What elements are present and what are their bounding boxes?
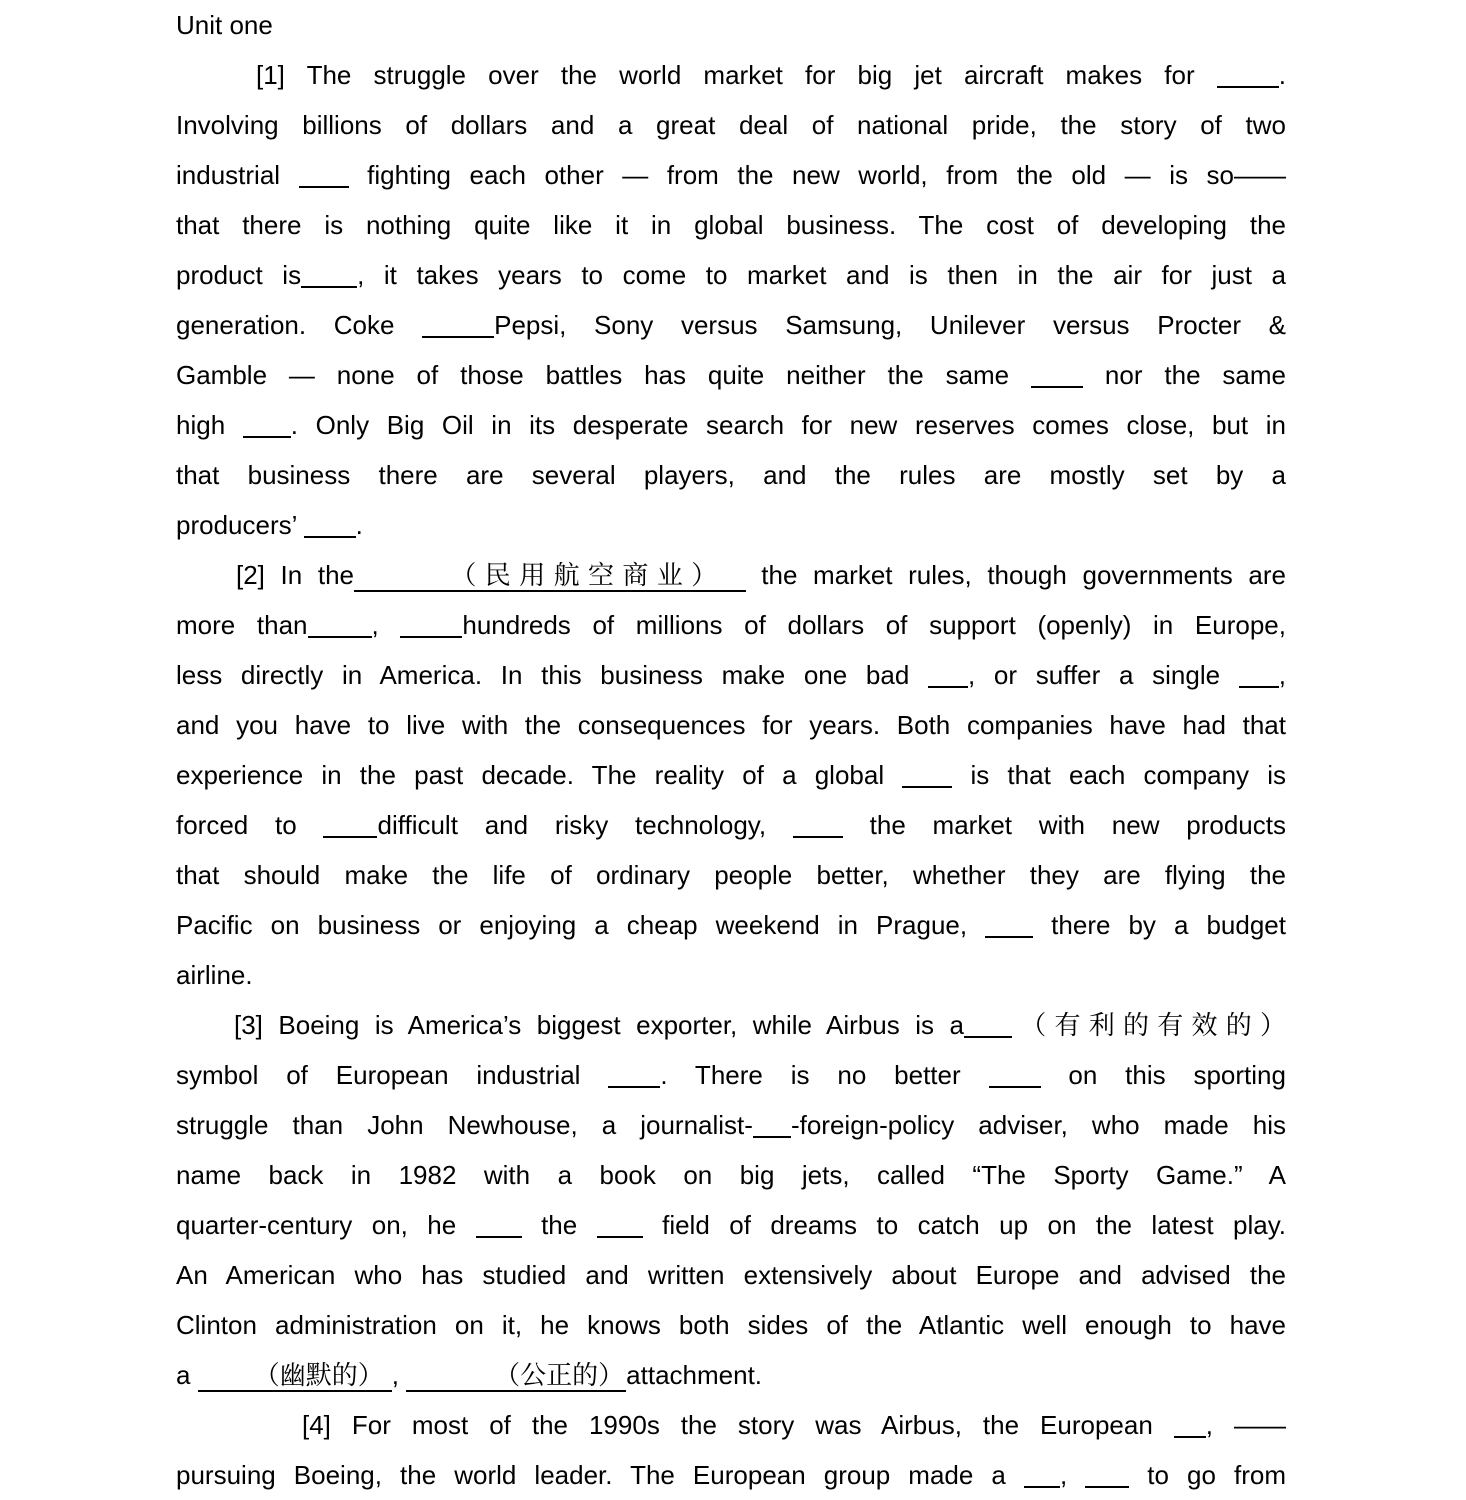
text-line xyxy=(176,850,1286,900)
fill-blank xyxy=(299,186,349,188)
text-line xyxy=(176,600,1286,650)
fill-blank xyxy=(902,786,952,788)
text-run: field of dreams to catch up on the latest play. xyxy=(642,1210,1286,1240)
text-run: （有利的有效的） xyxy=(1011,1010,1286,1040)
text-line xyxy=(176,150,1286,200)
fill-blank xyxy=(1031,386,1083,388)
fill-blank xyxy=(301,286,357,288)
text-run: , xyxy=(371,610,401,640)
text-run: to go from xyxy=(1129,1460,1287,1490)
paragraph-1 xyxy=(176,50,1286,550)
text-run: attachment. xyxy=(626,1360,763,1390)
text-line xyxy=(176,950,1286,1000)
fill-blank xyxy=(243,436,291,438)
text-run: Gamble — none of those battles has quite neither the same xyxy=(176,360,1032,390)
text-run: , —— xyxy=(1205,1410,1287,1440)
text-run: . xyxy=(355,510,363,540)
text-line xyxy=(176,750,1286,800)
fill-blank xyxy=(308,636,372,638)
text-line xyxy=(176,800,1286,850)
text-run: on this sporting xyxy=(1040,1060,1286,1090)
text-run: fighting each other — from the new world, from the old — is so—— xyxy=(348,160,1286,190)
text-line xyxy=(176,550,1286,600)
text-line xyxy=(176,650,1286,700)
text-run: the xyxy=(521,1210,597,1240)
text-run: . Only Big Oil in its desperate search for new reserves comes close, but in xyxy=(290,410,1286,440)
fill-blank xyxy=(1085,1486,1129,1488)
fill-blank xyxy=(323,836,377,838)
text-line xyxy=(176,50,1286,100)
text-line xyxy=(176,1200,1286,1250)
text-run: difficult and risky technology, xyxy=(377,810,793,840)
fill-blank xyxy=(1217,86,1279,88)
text-run: . xyxy=(1278,60,1286,90)
text-run: -foreign-policy adviser, who made his xyxy=(790,1110,1286,1140)
fill-blank xyxy=(928,686,968,688)
fill-blank xyxy=(1024,1486,1060,1488)
text-run: Involving billions of dollars and a great deal of national pride, the story of two xyxy=(176,110,1286,140)
text-run: pursuing Boeing, the world leader. The European group made a xyxy=(176,1460,1024,1490)
fill-blank xyxy=(476,1236,522,1238)
text-run: symbol of European industrial xyxy=(176,1060,609,1090)
text-run: hundreds of millions of dollars of support (openly) in Europe, xyxy=(462,610,1286,640)
text-run: An American who has studied and written extensively about Europe and advised the xyxy=(176,1260,1286,1290)
text-run: the market with new products xyxy=(842,810,1286,840)
text-run: industrial xyxy=(176,160,299,190)
text-run: quarter-century on, he xyxy=(176,1210,476,1240)
text-line xyxy=(176,1250,1286,1300)
fill-blank xyxy=(989,1086,1041,1088)
text-run: , or suffer a single xyxy=(968,660,1239,690)
fill-blank-hint: （民用航空商业） xyxy=(354,560,746,592)
text-run: forced to xyxy=(176,810,324,840)
text-run: is that each company is xyxy=(952,760,1287,790)
fill-blank xyxy=(1174,1436,1206,1438)
fill-blank xyxy=(400,636,462,638)
text-line xyxy=(176,1050,1286,1100)
text-run: that there is nothing quite like it in global business. The cost of developing the xyxy=(176,210,1286,240)
text-run: [2] In the xyxy=(236,560,354,590)
text-line xyxy=(176,900,1286,950)
paragraph-2 xyxy=(176,550,1286,1000)
text-run: [3] Boeing is America’s biggest exporter, while Airbus is a xyxy=(234,1010,964,1040)
text-run: , xyxy=(391,1360,407,1390)
text-line xyxy=(176,1450,1286,1500)
fill-blank xyxy=(422,336,494,338)
text-run: the market rules, though governments are xyxy=(745,560,1286,590)
fill-blank xyxy=(597,1236,643,1238)
fill-blank xyxy=(304,536,356,538)
text-run: , xyxy=(1059,1460,1086,1490)
text-run: there by a budget xyxy=(1033,910,1286,940)
text-line xyxy=(176,200,1286,250)
text-line xyxy=(176,1100,1286,1150)
text-line xyxy=(176,700,1286,750)
text-run: high xyxy=(176,410,243,440)
text-run: that business there are several players, and the rules are mostly set by a xyxy=(176,460,1286,490)
text-run: nor the same xyxy=(1083,360,1286,390)
fill-blank xyxy=(985,936,1033,938)
text-line xyxy=(176,1000,1286,1050)
text-line xyxy=(176,1150,1286,1200)
text-line xyxy=(176,300,1286,350)
text-run: a xyxy=(176,1360,198,1390)
fill-blank xyxy=(793,836,843,838)
text-run: , it takes years to come to market and is then in the air for just a xyxy=(357,260,1286,290)
text-run: , xyxy=(1278,660,1286,690)
text-run: experience in the past decade. The reality of a global xyxy=(176,760,903,790)
document-body xyxy=(176,50,1286,1500)
fill-blank xyxy=(1239,686,1279,688)
fill-blank-hint: （公正的） xyxy=(406,1360,626,1392)
text-line xyxy=(176,400,1286,450)
text-run: [1] The struggle over the world market for big jet aircraft makes for xyxy=(256,60,1217,90)
text-run: and you have to live with the consequences for years. Both companies have had that xyxy=(176,710,1286,740)
fill-blank xyxy=(753,1136,791,1138)
text-line xyxy=(176,250,1286,300)
text-run: Pepsi, Sony versus Samsung, Unilever versus Procter & xyxy=(494,310,1286,340)
text-line xyxy=(176,1400,1286,1450)
text-line xyxy=(176,500,1286,550)
text-run: generation. Coke xyxy=(176,310,423,340)
paragraph-4 xyxy=(176,1400,1286,1500)
fill-blank xyxy=(964,1036,1012,1038)
text-run: struggle than John Newhouse, a journalist- xyxy=(176,1110,753,1140)
text-run: airline. xyxy=(176,960,253,990)
text-line xyxy=(176,350,1286,400)
fill-blank-hint: （幽默的） xyxy=(198,1360,392,1392)
text-line xyxy=(176,1350,1286,1400)
text-run: Clinton administration on it, he knows both sides of the Atlantic well enough to have xyxy=(176,1310,1286,1340)
text-line xyxy=(176,100,1286,150)
text-run: product is xyxy=(176,260,302,290)
text-run: name back in 1982 with a book on big jets, called “The Sporty Game.” A xyxy=(176,1160,1286,1190)
text-run: . There is no better xyxy=(660,1060,989,1090)
text-run: [4] For most of the 1990s the story was Airbus, the European xyxy=(302,1410,1174,1440)
text-run: Pacific on business or enjoying a cheap weekend in Prague, xyxy=(176,910,986,940)
text-run: less directly in America. In this business make one bad xyxy=(176,660,928,690)
document-title: Unit one xyxy=(176,10,273,40)
text-line xyxy=(176,450,1286,500)
paragraph-3 xyxy=(176,1000,1286,1400)
text-run: producers’ xyxy=(176,510,304,540)
text-run: that should make the life of ordinary people better, whether they are flying the xyxy=(176,860,1286,890)
text-run: more than xyxy=(176,610,308,640)
fill-blank xyxy=(608,1086,660,1088)
text-line xyxy=(176,1300,1286,1350)
